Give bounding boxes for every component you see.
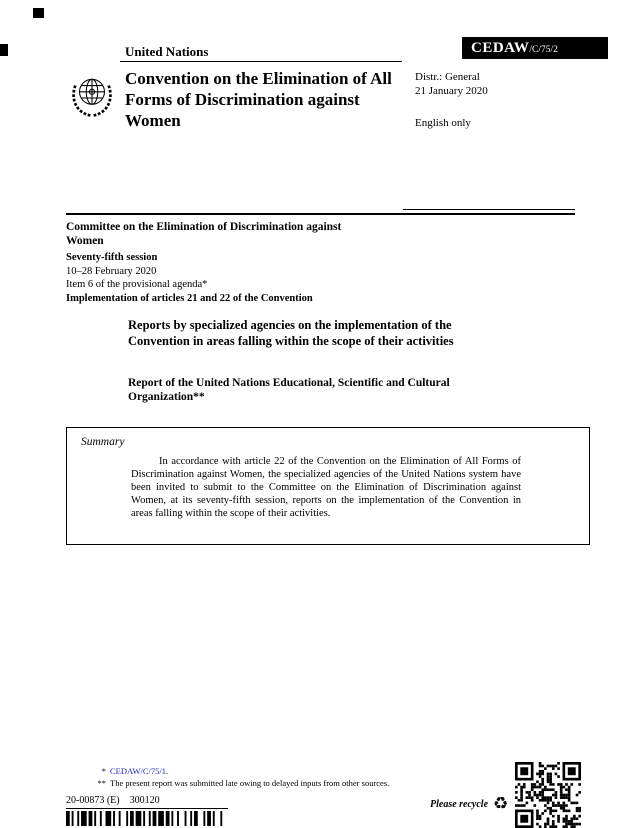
- print-mark-top: [33, 8, 44, 18]
- document-number-rule: [66, 808, 228, 809]
- separator-thick: [66, 213, 575, 215]
- agenda-item: Item 6 of the provisional agenda*: [66, 279, 208, 290]
- un-emblem-icon: [66, 71, 118, 123]
- summary-text: In accordance with article 22 of the Convention on the Elimination of All Forms of Discrimination against Women, the specialized agencies of the United Nations system have been invited to submit to the Committee on the Elimination of Discrimination against Women, at its seventy-fifth session, reports on the implementation of the Convention in areas falling within the scope of their activities.: [131, 456, 521, 519]
- committee-name: Committee on the Elimination of Discrimination against Women: [66, 221, 342, 247]
- convention-title: Convention on the Elimination of All Forms of Discrimination against Women: [125, 69, 392, 130]
- separator-thin: [403, 209, 575, 210]
- document-number: 20-00873 (E) 300120: [66, 795, 160, 806]
- footnote-text: [110, 766, 168, 778]
- distribution-info: [415, 71, 488, 98]
- print-mark-left: [0, 44, 8, 56]
- footnote-after-link: .: [166, 766, 169, 776]
- footnote-row: [92, 766, 540, 778]
- session-block: [66, 221, 366, 305]
- barcode: [66, 811, 226, 826]
- header-rule: [120, 61, 402, 62]
- footnote-marker: *: [101, 766, 106, 776]
- document-symbol-box: [462, 37, 608, 59]
- footnote-row: [92, 778, 540, 790]
- report-title: Reports by specialized agencies on the implementation of the Convention in areas falling within the scope of their activities: [128, 318, 454, 348]
- recycle-icon: ♻: [493, 794, 509, 814]
- footnotes: [92, 766, 540, 789]
- agenda-topic: Implementation of articles 21 and 22 of the Convention: [66, 292, 313, 304]
- distribution-line: Distr.: General: [415, 71, 480, 83]
- summary-box: [66, 427, 590, 545]
- footnote-text: The present report was submitted late owing to delayed inputs from other sources.: [110, 777, 390, 788]
- footnote-marker: **: [97, 777, 106, 788]
- language-line: English only: [415, 117, 471, 129]
- session-number: Seventy-fifth session: [66, 252, 158, 263]
- document-symbol-suffix: /C/75/2: [529, 45, 558, 55]
- footnote-link[interactable]: CEDAW/C/75/1: [110, 766, 166, 776]
- qr-code: [515, 762, 581, 828]
- recycle-label: Please recycle: [430, 799, 489, 810]
- document-symbol-main: CEDAW: [471, 40, 530, 56]
- date-line: 21 January 2020: [415, 84, 488, 97]
- org-name: United Nations: [125, 44, 209, 59]
- summary-heading: Summary: [81, 436, 125, 448]
- recycle-note: [430, 796, 508, 813]
- session-dates: 10–28 February 2020: [66, 265, 157, 277]
- report-subtitle: Report of the United Nations Educational, Scientific and Cultural Organization**: [128, 377, 450, 403]
